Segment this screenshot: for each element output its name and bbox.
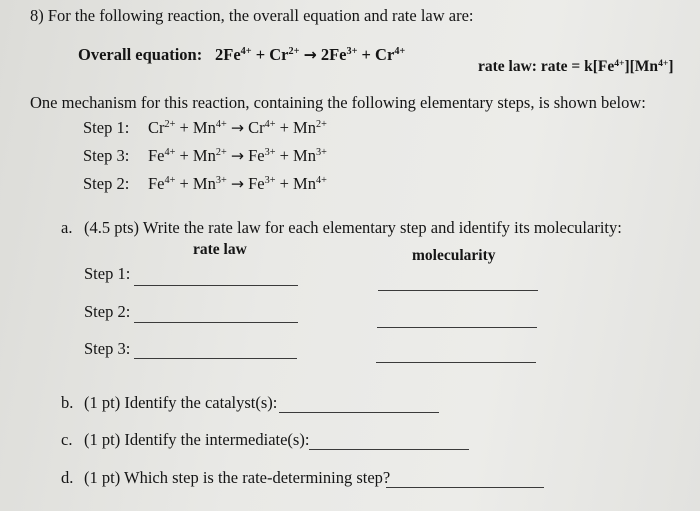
part-d-letter: d. <box>61 468 74 487</box>
question-prompt: For the following reaction, the overall equation and rate law are: <box>47 6 474 25</box>
step-1-rate-law-blank[interactable] <box>134 285 298 286</box>
part-b-letter: b. <box>61 393 74 412</box>
step-2-molecularity-blank[interactable] <box>377 327 537 328</box>
part-d-text: (1 pt) Which step is the rate-determining step? <box>84 468 391 487</box>
rate-law-header: rate law <box>193 241 247 258</box>
step-3-equation: $Fe^{4+} + Mn^{2+} \to Fe^{3+} + Mn^{3+}$ <box>148 146 327 165</box>
part-b-text: (1 pt) Identify the catalyst(s): <box>84 393 278 412</box>
catalyst-blank[interactable] <box>279 412 439 413</box>
step-3-rate-law-blank[interactable] <box>134 358 297 359</box>
rate-law: rate law: rate = $k[Fe^{4+}][Mn^{4+}]$ <box>478 57 674 75</box>
answer-row-step-2-label: Step 2: <box>84 302 131 321</box>
overall-equation: Overall equation: <box>78 45 203 64</box>
step-1-equation: $Cr^{2+} + Mn^{4+} \to Cr^{4+} + Mn^{2+}$ <box>148 118 327 137</box>
step-1-molecularity-blank[interactable] <box>378 290 538 291</box>
answer-row-step-3-label: Step 3: <box>84 339 131 358</box>
rate-determining-step-blank[interactable] <box>386 487 544 488</box>
question-header <box>30 8 474 25</box>
molecularity-header: molecularity <box>412 247 496 264</box>
mechanism-intro: One mechanism for this reaction, containing the following elementary steps, is shown below: <box>30 93 646 112</box>
step-2-label: Step 2: <box>83 174 130 193</box>
step-1-label: Step 1: <box>83 118 130 137</box>
step-2-rate-law-blank[interactable] <box>134 322 298 323</box>
part-c-text: (1 pt) Identify the intermediate(s): <box>84 430 310 449</box>
step-3-label: Step 3: <box>83 146 130 165</box>
part-a-text: (4.5 pts) Write the rate law for each elementary step and identify its molecularity: <box>84 218 622 237</box>
part-c-letter: c. <box>61 430 73 449</box>
question-number: 8) <box>30 6 44 25</box>
answer-row-step-1-label: Step 1: <box>84 264 131 283</box>
intermediate-blank[interactable] <box>309 449 469 450</box>
overall-equation-formula: $2Fe^{4+} + Cr^{2+} \to 2Fe^{3+} + Cr^{4+}$ <box>215 45 406 64</box>
step-3-molecularity-blank[interactable] <box>376 362 536 363</box>
part-a-letter: a. <box>61 218 73 237</box>
step-2-equation: $Fe^{4+} + Mn^{3+} \to Fe^{3+} + Mn^{4+}$ <box>148 174 327 193</box>
